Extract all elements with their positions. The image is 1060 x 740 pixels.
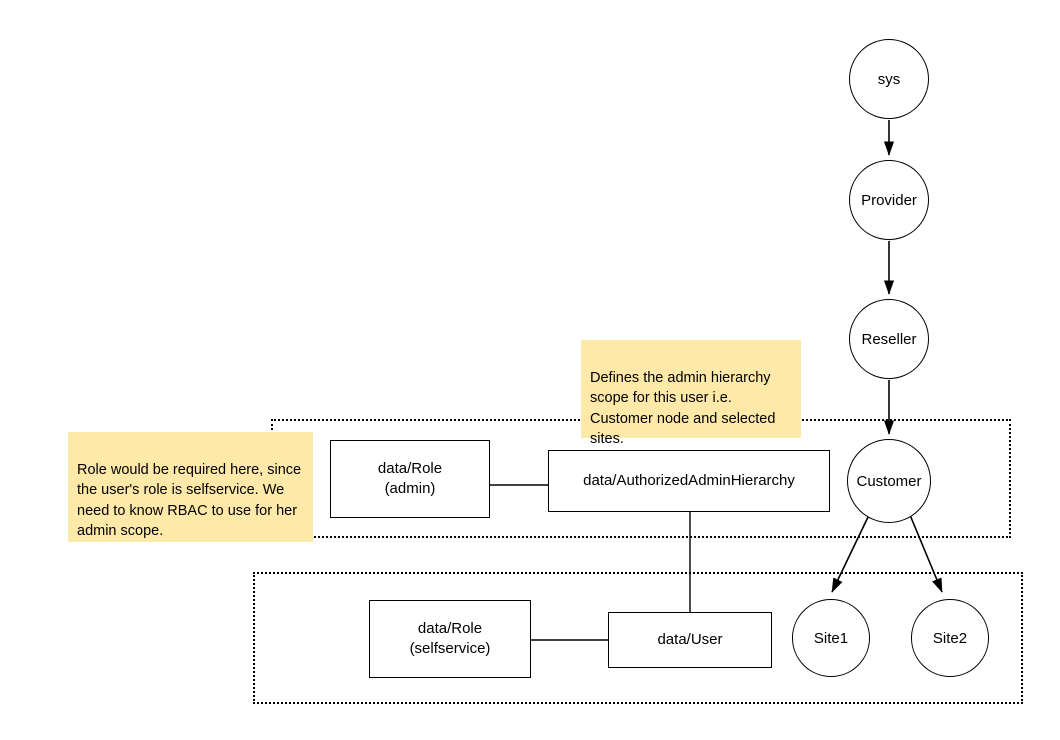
node-provider-label: Provider	[861, 191, 917, 209]
node-authorized-admin-hierarchy[interactable]	[548, 450, 830, 512]
node-customer-label: Customer	[856, 472, 922, 490]
note-admin-hierarchy-text: Defines the admin hierarchy scope for this user i.e. Customer node and selected sites.	[590, 369, 776, 448]
node-sys-label: sys	[877, 70, 901, 88]
node-provider[interactable]	[849, 160, 929, 240]
node-reseller-label: Reseller	[861, 330, 917, 348]
node-role-selfservice-sublabel: (selfservice)	[409, 640, 491, 657]
node-role-admin-label: data/Role	[377, 459, 443, 477]
node-role-admin-sublabel: (admin)	[384, 480, 436, 497]
node-authorized-admin-hierarchy-label: data/AuthorizedAdminHierarchy	[583, 471, 795, 489]
node-site2-label: Site2	[932, 629, 968, 647]
node-user[interactable]	[608, 612, 772, 668]
node-site1[interactable]	[792, 599, 870, 677]
node-reseller[interactable]	[849, 299, 929, 379]
node-site2[interactable]	[911, 599, 989, 677]
node-site1-label: Site1	[813, 629, 849, 647]
node-role-admin[interactable]	[330, 440, 490, 518]
node-role-selfservice[interactable]	[369, 600, 531, 678]
node-user-label: data/User	[657, 630, 723, 648]
node-role-selfservice-label: data/Role	[417, 619, 483, 637]
note-admin-hierarchy	[581, 340, 801, 448]
note-role-required-text: Role would be required here, since the user's role is selfservice. We need to know RBAC to use for her admin scope.	[77, 461, 302, 540]
note-role-required	[68, 432, 313, 542]
node-sys[interactable]	[849, 39, 929, 119]
node-customer[interactable]	[847, 439, 931, 523]
